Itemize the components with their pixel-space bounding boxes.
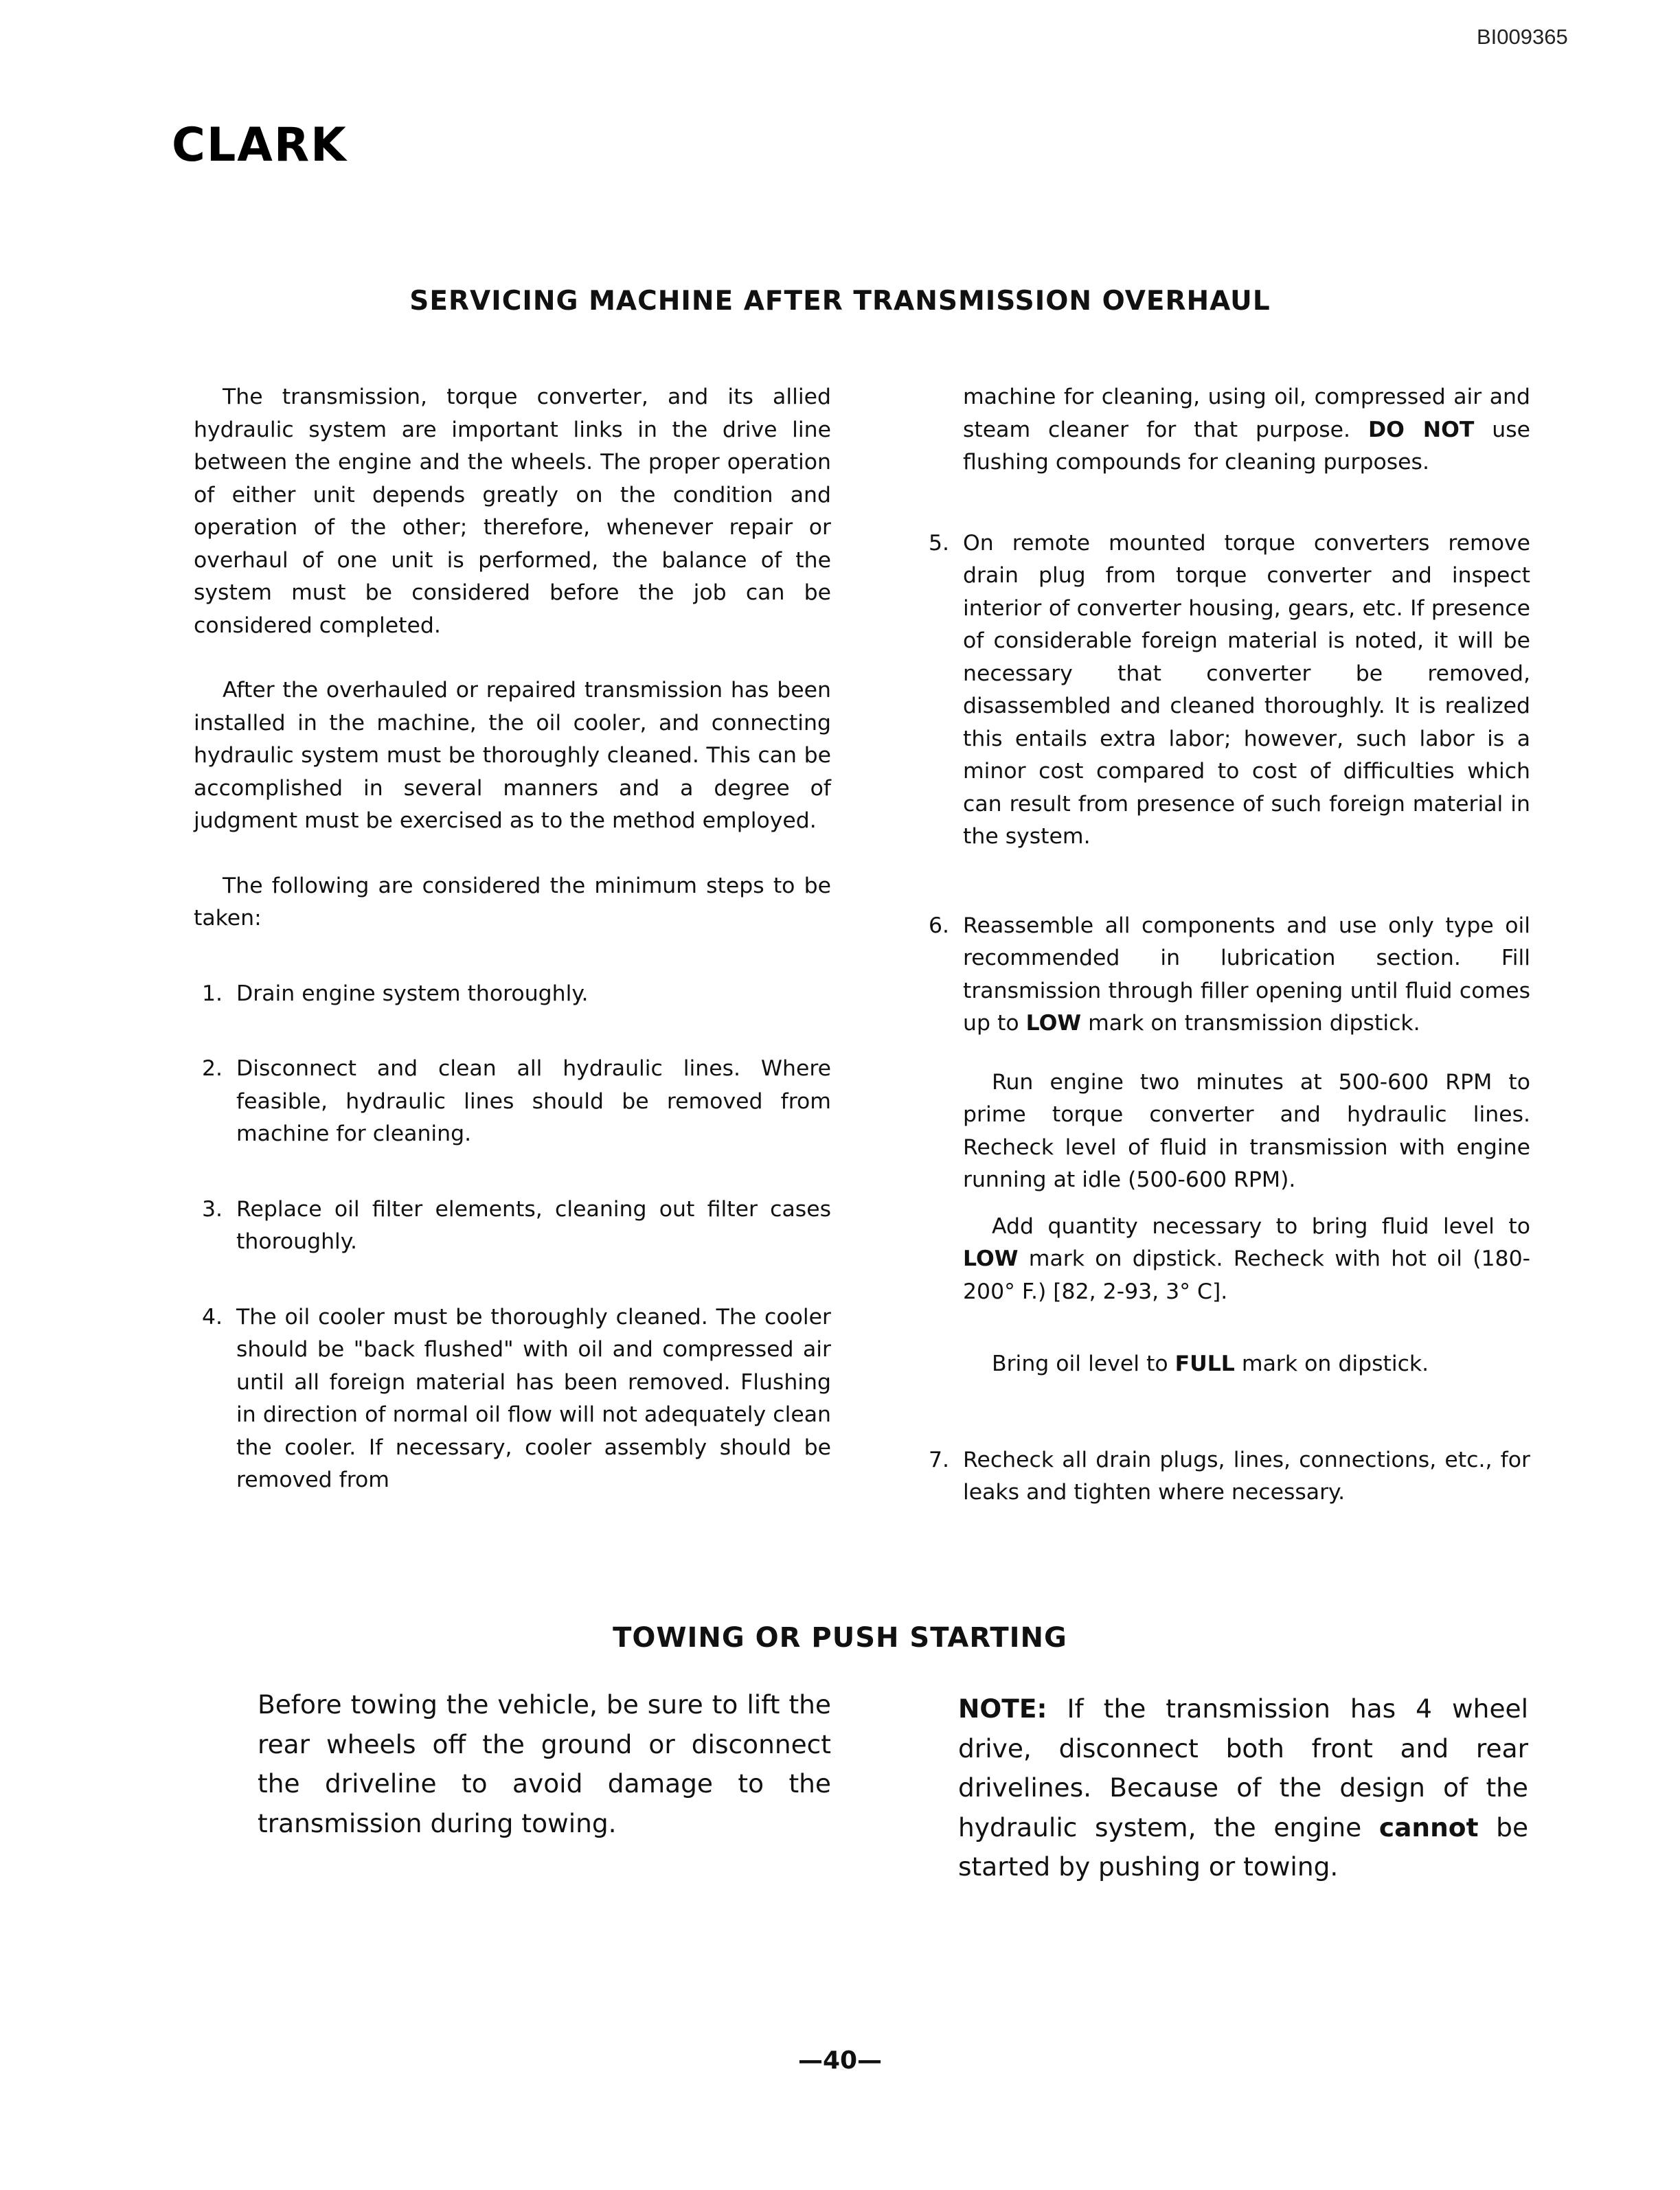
bring-text-a: Bring oil level to — [992, 1351, 1168, 1376]
run-engine-paragraph: Run engine two minutes at 500-600 RPM to prime torque converter and hydraulic lines. Recheck level of fluid in transmission with engine running at idle (500-600 RPM). — [963, 1069, 1530, 1192]
bring-text-b: mark on dipstick. — [1241, 1351, 1429, 1376]
step-number: 6. — [928, 913, 949, 938]
step-4 — [194, 1301, 831, 1497]
step-text: The oil cooler must be thoroughly cleaned. The cooler should be "back flushed" with oil and compressed air until all foreign material has been removed. Flushing in direction of normal oil flow will not adequately clean the cooler. If necessary, cooler assembly should be removed from — [236, 1304, 831, 1492]
towing-paragraph — [258, 1685, 831, 1843]
section-title-servicing: SERVICING MACHINE AFTER TRANSMISSION OVERHAUL — [409, 286, 1271, 317]
add-quantity-paragraph — [963, 1211, 1530, 1309]
towing-text: Before towing the vehicle, be sure to lift the rear wheels off the ground or disconnect the driveline to avoid damage to the transmission during towing. — [258, 1689, 831, 1838]
step-6-text-a: Reassemble all components and use only type oil recommended in lubrication section. Fill transmission through filler opening until fluid comes up to — [963, 913, 1530, 1036]
step-1 — [194, 978, 831, 1011]
step-number: 3. — [201, 1196, 223, 1222]
low-emphasis: LOW — [963, 1246, 1019, 1271]
note-text-a: If the transmission has 4 wheel drive, disconnect both front and rear drivelines. Because of the design of the hydraulic system, the engine — [958, 1693, 1529, 1843]
step-5 — [920, 527, 1530, 854]
step-2 — [194, 1053, 831, 1151]
minimum-steps-paragraph: The following are considered the minimum steps to be taken: — [194, 873, 831, 931]
step-6-details — [920, 1067, 1530, 1381]
continued-text-a: machine for cleaning, using oil, compressed air and steam cleaner for that purpose. — [963, 385, 1530, 442]
continued-text — [963, 381, 1530, 479]
right-column — [920, 381, 1530, 1509]
step-number: 4. — [201, 1304, 223, 1330]
section-title-towing: TOWING OR PUSH STARTING — [613, 1622, 1067, 1654]
add-text-b: mark on dipstick. Recheck with hot oil (180-200° F.) [82, 2-93, 3° C]. — [963, 1246, 1530, 1304]
step-3 — [194, 1194, 831, 1259]
page-number: —40— — [797, 2046, 883, 2075]
step-7 — [920, 1444, 1530, 1509]
note-text — [958, 1689, 1528, 1887]
note-text-b: be started by pushing or towing. — [958, 1812, 1529, 1882]
step-text — [963, 910, 1530, 1040]
bring-oil-paragraph — [963, 1348, 1530, 1381]
note-label: NOTE: — [958, 1693, 1047, 1724]
step-6-text-b: mark on transmission dipstick. — [1088, 1011, 1420, 1036]
step-number: 1. — [201, 981, 223, 1006]
continued-text-b: use flushing compounds for cleaning purposes. — [963, 417, 1531, 475]
intro-paragraph: The transmission, torque converter, and its allied hydraulic system are important links in the drive line between the engine and the wheels. The proper operation of either unit depends greatly on the condition and operation of the other; therefore, whenever repair or overhaul of one unit is performed, the balance of the system must be considered before the job can be considered completed. — [194, 385, 831, 638]
left-column — [194, 381, 831, 1497]
cannot-emphasis: cannot — [1378, 1812, 1479, 1843]
step-text: Disconnect and clean all hydraulic lines. Where feasible, hydraulic lines should be removed from machine for cleaning. — [236, 1056, 831, 1146]
step-text: On remote mounted torque converters remove drain plug from torque converter and inspect interior of converter housing, gears, etc. If presence of considerable foreign material is noted, it will be necessary that converter be removed, disassembled and cleaned thoroughly. It is realized this entails extra labor; however, such labor is a minor cost compared to cost of difficulties which can result from presence of such foreign material in the system. — [963, 530, 1530, 849]
cleaning-paragraph: After the overhauled or repaired transmission has been installed in the machine, the oil cooler, and connecting hydraulic system must be thoroughly cleaned. This can be accomplished in several manners and a degree of judgment must be exercised as to the method employed. — [194, 678, 831, 833]
do-not-emphasis: DO NOT — [1367, 417, 1475, 442]
clark-logo: CLARK — [172, 118, 348, 172]
step-text: Recheck all drain plugs, lines, connections, etc., for leaks and tighten where necessary. — [963, 1447, 1530, 1505]
note-paragraph — [958, 1689, 1528, 1887]
step-number: 2. — [201, 1056, 223, 1081]
full-emphasis: FULL — [1174, 1351, 1235, 1376]
step-4-continued — [920, 381, 1530, 479]
step-text: Drain engine system thoroughly. — [236, 981, 589, 1006]
step-6 — [920, 910, 1530, 1040]
step-number: 7. — [928, 1447, 949, 1472]
low-emphasis: LOW — [1025, 1011, 1082, 1036]
add-text-a: Add quantity necessary to bring fluid level to — [992, 1213, 1530, 1239]
step-text: Replace oil filter elements, cleaning out filter cases thoroughly. — [236, 1196, 831, 1254]
document-id: BI009365 — [1477, 25, 1568, 49]
step-number: 5. — [928, 530, 949, 556]
